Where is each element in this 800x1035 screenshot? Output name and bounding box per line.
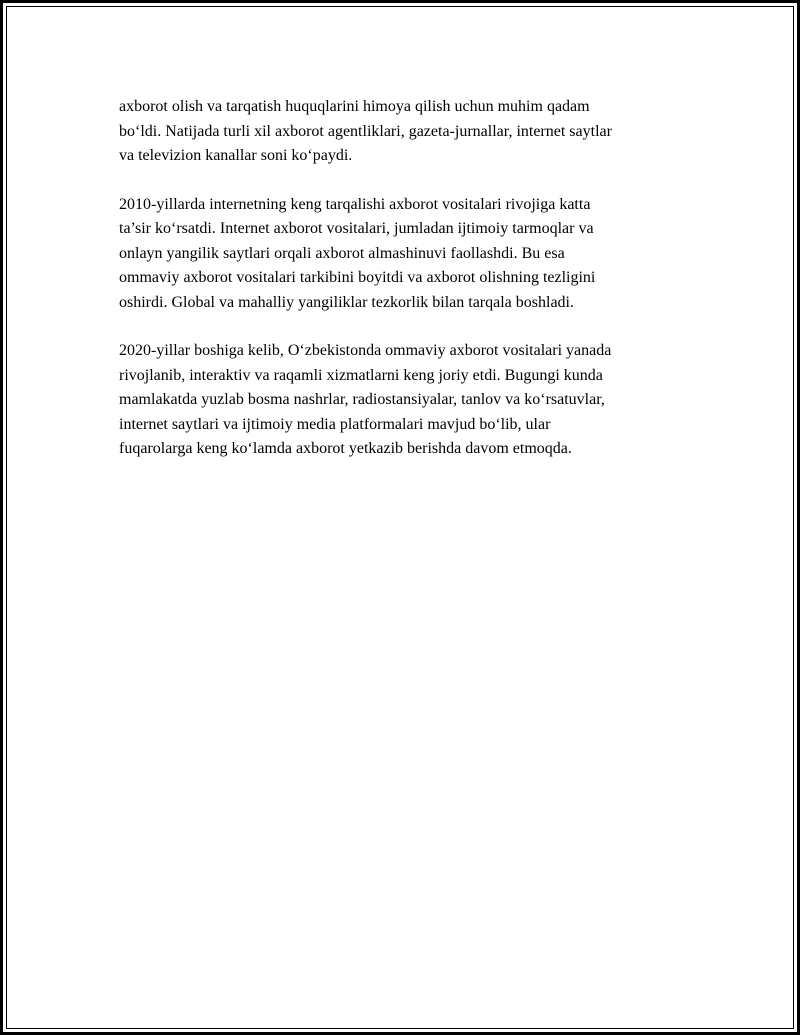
text-line: fuqarolarga keng ko‘lamda axborot yetkazib berishda davom etmoqda. <box>119 440 572 457</box>
text-line: va televizion kanallar soni ko‘paydi. <box>119 147 353 164</box>
page-inner-border <box>6 6 794 1029</box>
text-line: 2020-yillar boshiga kelib, O‘zbekistonda ommaviy axborot vositalari yanada <box>119 342 612 359</box>
text-line: internet saytlari va ijtimoiy media platformalari mavjud bo‘lib, ular <box>119 415 551 433</box>
text-line: axborot olish va tarqatish huquqlarini himoya qilish uchun muhim qadam <box>119 98 590 115</box>
text-line: onlayn yangilik saytlari orqali axborot almashinuvi faollashdi. Bu esa <box>119 244 565 262</box>
text-line: ta’sir ko‘rsatdi. Internet axborot vositalari, jumladan ijtimoiy tarmoqlar va <box>119 220 594 237</box>
paragraph-3 <box>119 339 709 462</box>
paragraph-1 <box>119 95 709 169</box>
paragraph-2 <box>119 193 709 316</box>
text-line: rivojlanib, interaktiv va raqamli xizmatlarni keng joriy etdi. Bugungi kunda <box>119 366 603 384</box>
text-line: bo‘ldi. Natijada turli xil axborot agentliklari, gazeta-jurnallar, internet saytlar <box>119 122 612 140</box>
text-line: oshirdi. Global va mahalliy yangiliklar tezkorlik bilan tarqala boshladi. <box>119 293 574 311</box>
text-line: mamlakatda yuzlab bosma nashrlar, radiostansiyalar, tanlov va ko‘rsatuvlar, <box>119 391 605 408</box>
text-line: ommaviy axborot vositalari tarkibini boyitdi va axborot olishning tezligini <box>119 269 596 286</box>
document-body <box>119 95 709 486</box>
text-line: 2010-yillarda internetning keng tarqalishi axborot vositalari rivojiga katta <box>119 195 591 213</box>
